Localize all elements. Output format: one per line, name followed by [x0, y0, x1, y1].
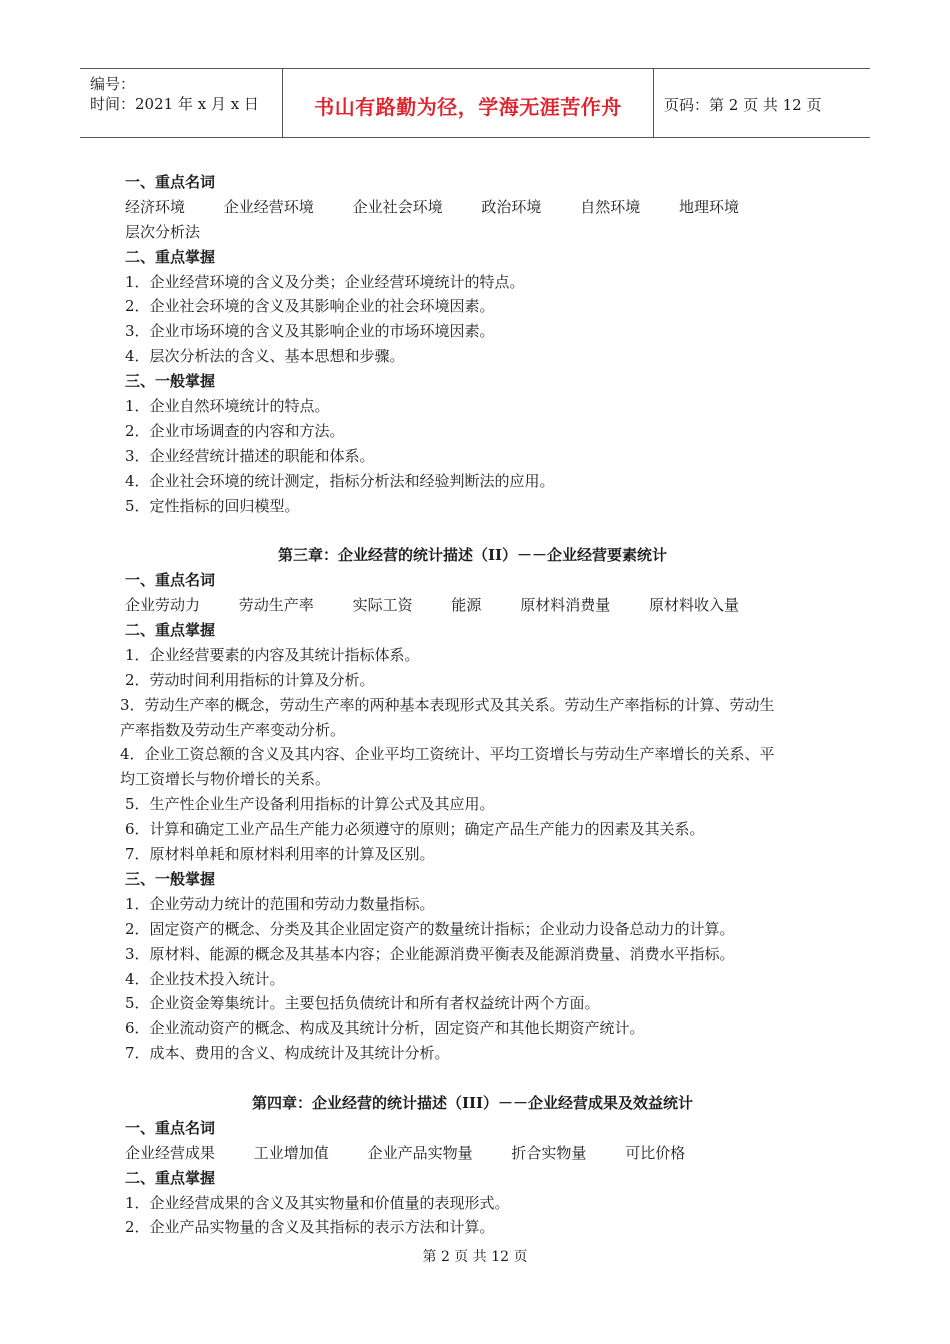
spacer	[125, 1066, 865, 1091]
list-item: 2．劳动时间利用指标的计算及分析。	[125, 670, 375, 689]
list-item-continued: 产率指数及劳动生产率变动分析。	[120, 720, 346, 739]
term: 原材料收入量	[648, 596, 739, 615]
list-item: 3．劳动生产率的概念，劳动生产率的两种基本表现形式及其关系。劳动生产率指标的计算、劳动生	[120, 695, 775, 714]
list-item: 2．企业产品实物量的含义及其指标的表示方法和计算。	[125, 1218, 495, 1237]
section-heading: 一、重点名词	[125, 173, 216, 191]
list-item: 4．企业技术投入统计。	[125, 969, 285, 988]
term: 自然环境	[580, 197, 641, 216]
section-heading: 二、重点掌握	[125, 1168, 216, 1187]
section-heading: 一、重点名词	[125, 571, 216, 590]
term: 企业经营环境	[223, 197, 314, 216]
list-item: 3．企业市场环境的含义及其影响企业的市场环境因素。	[125, 322, 495, 341]
spacer	[125, 518, 865, 543]
term: 劳动生产率	[238, 596, 314, 615]
list-item: 2．固定资产的概念、分类及其企业固定资产的数量统计指标；企业动力设备总动力的计算。	[125, 919, 735, 938]
term: 经济环境	[125, 197, 186, 216]
term-list	[125, 1141, 865, 1166]
term: 折合实物量	[511, 1143, 587, 1162]
list-item: 6．企业流动资产的概念、构成及其统计分析，固定资产和其他长期资产统计。	[125, 1019, 645, 1038]
header-meta-cell	[80, 69, 283, 137]
list-item: 2．企业社会环境的含义及其影响企业的社会环境因素。	[125, 297, 495, 316]
term: 企业社会环境	[352, 197, 443, 216]
term: 企业经营成果	[125, 1143, 216, 1162]
page-footer: 第 2 页 共 12 页	[422, 1249, 528, 1265]
list-item: 5．生产性企业生产设备利用指标的计算公式及其应用。	[125, 795, 495, 814]
term-list	[125, 195, 865, 220]
list-item: 1．企业劳动力统计的范围和劳动力数量指标。	[125, 894, 435, 913]
list-item: 4．企业社会环境的统计测定，指标分析法和经验判断法的应用。	[125, 471, 555, 490]
term: 原材料消费量	[520, 596, 611, 615]
list-item-continued: 均工资增长与物价增长的关系。	[120, 770, 331, 789]
term: 企业劳动力	[125, 596, 201, 615]
time-label: 时间：2021 年 x 月 x 日	[90, 95, 259, 113]
document-body	[120, 170, 865, 1240]
term: 实际工资	[352, 596, 413, 615]
term: 地理环境	[678, 197, 739, 216]
list-item: 5．定性指标的回归模型。	[125, 496, 300, 515]
term: 层次分析法	[125, 222, 201, 241]
chapter-title: 第四章：企业经营的统计描述（III）－－企业经营成果及效益统计	[251, 1093, 694, 1112]
chapter-title: 第三章：企业经营的统计描述（II）－－企业经营要素统计	[277, 546, 668, 565]
number-label: 编号：	[90, 75, 136, 93]
term: 能源	[451, 596, 482, 615]
term: 政治环境	[481, 197, 542, 216]
list-item: 7．成本、费用的含义、构成统计及其统计分析。	[125, 1044, 450, 1063]
list-item: 4．企业工资总额的含义及其内容、企业平均工资统计、平均工资增长与劳动生产率增长的关系、平	[120, 745, 775, 764]
header-motto-cell	[283, 69, 654, 137]
term-list	[125, 593, 865, 618]
list-item: 3．原材料、能源的概念及其基本内容；企业能源消费平衡表及能源消费量、消费水平指标。	[125, 944, 735, 963]
list-item: 5．企业资金筹集统计。主要包括负债统计和所有者权益统计两个方面。	[125, 994, 600, 1013]
motto: 书山有路勤为径，学海无涯苦作舟	[314, 95, 622, 119]
list-item: 6．计算和确定工业产品生产能力必须遵守的原则；确定产品生产能力的因素及其关系。	[125, 820, 705, 839]
list-item: 1．企业经营环境的含义及分类；企业经营环境统计的特点。	[125, 272, 525, 291]
section-heading: 一、重点名词	[125, 1118, 216, 1137]
list-item: 1．企业经营要素的内容及其统计指标体系。	[125, 645, 420, 664]
list-item: 1．企业经营成果的含义及其实物量和价值量的表现形式。	[125, 1193, 510, 1212]
page-label: 页码：第 2 页 共 12 页	[664, 96, 822, 114]
term: 企业产品实物量	[367, 1143, 473, 1162]
section-heading: 三、一般掌握	[125, 372, 216, 391]
document-header	[80, 68, 870, 138]
header-page-cell	[654, 69, 870, 137]
section-heading: 二、重点掌握	[125, 621, 216, 640]
term: 可比价格	[625, 1143, 686, 1162]
list-item: 7．原材料单耗和原材料利用率的计算及区别。	[125, 845, 435, 864]
term: 工业增加值	[253, 1143, 329, 1162]
section-heading: 二、重点掌握	[125, 247, 216, 266]
list-item: 4．层次分析法的含义、基本思想和步骤。	[125, 347, 405, 366]
list-item: 1．企业自然环境统计的特点。	[125, 397, 330, 416]
section-heading: 三、一般掌握	[125, 869, 216, 888]
list-item: 2．企业市场调查的内容和方法。	[125, 421, 345, 440]
list-item: 3．企业经营统计描述的职能和体系。	[125, 446, 375, 465]
